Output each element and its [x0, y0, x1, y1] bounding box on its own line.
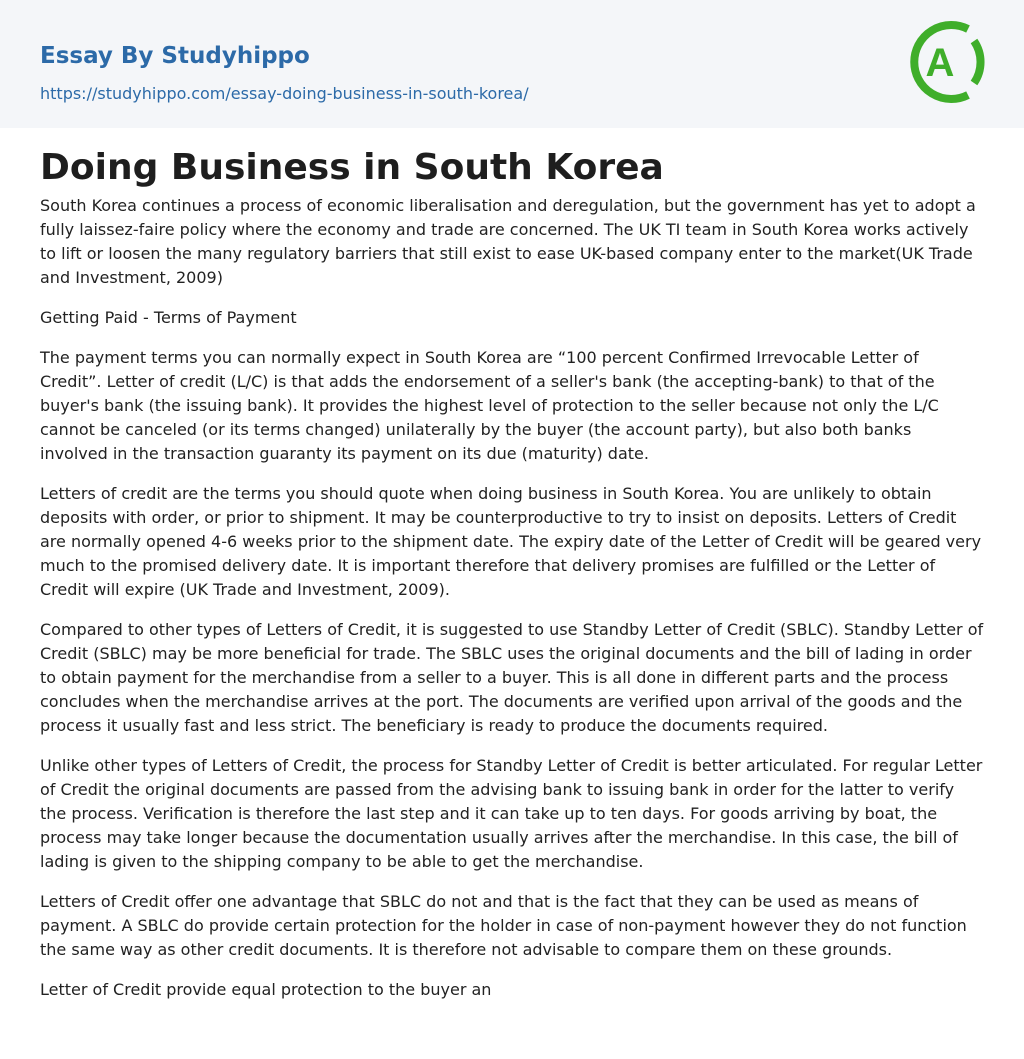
paragraph-intro: South Korea continues a process of economic liberalisation and deregulation, but the government has yet to adopt a fully laissez-faire policy where the economy and trade are concerned. The UK TI team in South Korea works actively to lift or loosen the many regulatory barriers that still exist to ease UK-based company enter to the market(UK Trade and Investment, 2009) — [40, 196, 976, 287]
paragraph-letters-of-credit: Letters of credit are the terms you should quote when doing business in South Korea. You are unlikely to obtain deposits with order, or prior to shipment. It may be counterproductive to try to insist on deposits. Letters of Credit are normally opened 4-6 weeks prior to the shipment date. The expiry date of the Letter of Credit will be geared very much to the promised delivery date. It is important therefore that delivery promises are fulfilled or the Letter of Credit will expire (UK Trade and Investment, 2009). — [40, 484, 982, 599]
logo-letter: A — [925, 41, 955, 85]
essay-url-link[interactable]: https://studyhippo.com/essay-doing-business-in-south-korea/ — [40, 84, 529, 103]
paragraph-subheading: Getting Paid - Terms of Payment — [40, 308, 297, 327]
studyhippo-logo-icon[interactable] — [910, 17, 990, 107]
essay-body — [40, 194, 984, 1018]
paragraph-sblc-comparison: Compared to other types of Letters of Credit, it is suggested to use Standby Letter of Credit (SBLC). Standby Letter of Credit (SBLC) may be more beneficial for trade. The SBLC uses the original documents and the bill of lading in order to obtain payment for the merchandise from a seller to a buyer. This is all done in different parts and the process concludes when the merchandise arrives at the port. The documents are verified upon arrival of the goods and the process it usually fast and less strict. The beneficiary is ready to produce the documents required. — [40, 620, 984, 735]
paragraph-payment-terms: The payment terms you can normally expect in South Korea are “100 percent Confirmed Irrevocable Letter of Credit”. Letter of credit (L/C) is that adds the endorsement of a seller's bank (the accepting-bank) to that of the buyer's bank (the issuing bank). It provides the highest level of protection to the seller because not only the L/C cannot be canceled (or its terms changed) unilaterally by the buyer (the account party), but also both banks involved in the transaction guaranty its payment on its due (maturity) date. — [40, 348, 939, 463]
site-brand[interactable]: Essay By Studyhippo — [40, 43, 310, 69]
paragraph-lc-advantage: Letters of Credit offer one advantage that SBLC do not and that is the fact that they can be used as means of payment. A SBLC do provide certain protection for the holder in case of non-payment however they do not function the same way as other credit documents. It is therefore not advisable to compare them on these grounds. — [40, 892, 967, 959]
paragraph-truncated: Letter of Credit provide equal protection to the buyer an — [40, 980, 492, 999]
essay-title: Doing Business in South Korea — [40, 147, 664, 188]
paragraph-sblc-process: Unlike other types of Letters of Credit, the process for Standby Letter of Credit is better articulated. For regular Letter of Credit the original documents are passed from the advising bank to issuing bank in order for the latter to verify the process. Verification is therefore the last step and it can take up to ten days. For goods arriving by boat, the process may take longer because the documentation usually arrives after the merchandise. In this case, the bill of lading is given to the shipping company to be able to get the merchandise. — [40, 756, 983, 871]
